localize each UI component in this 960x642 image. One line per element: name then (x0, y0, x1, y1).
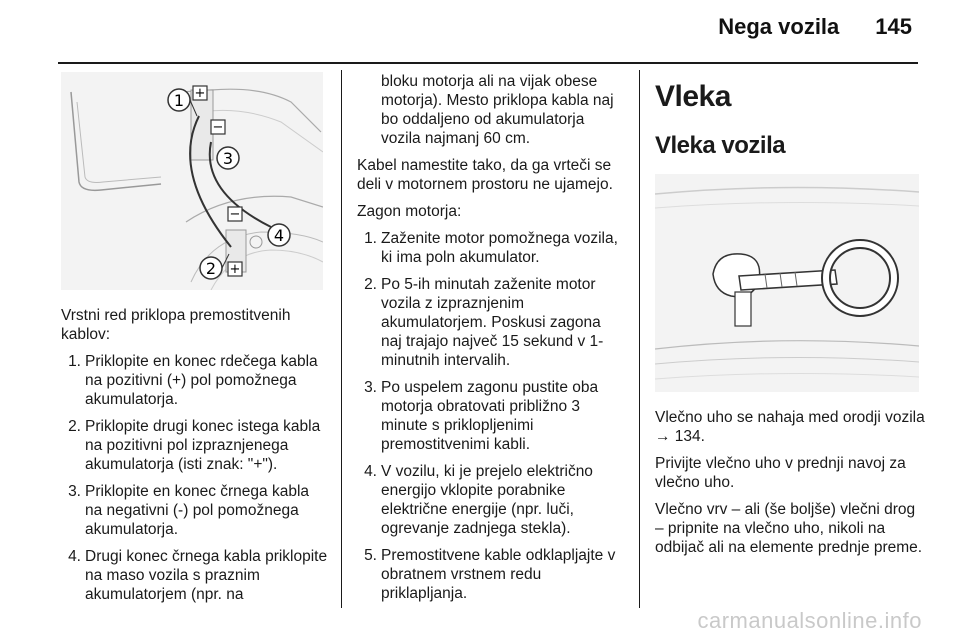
list-item: 4. V vozilu, ki je prejelo električno energijo vklopite porabnike električne energije (npr. luči, ogrevanje zadnjega stekla). (364, 463, 593, 537)
column-divider-2 (639, 70, 640, 608)
column-divider-1 (341, 70, 342, 608)
column-3 (655, 72, 927, 565)
terminal-plus-top: + (194, 86, 206, 101)
callout-2: 2 (205, 259, 217, 278)
jump-intro: Vrstni red priklopa premostitvenih kablov: (61, 307, 291, 343)
list-item: 2. Po 5-ih minutah zaženite motor vozila z izpraznjenim akumulatorjem. Poskusi zagona naj trajajo največ 15 sekund v 1-minutnih intervalih. (364, 276, 604, 369)
towing-paragraph-2: Privijte vlečno uho v prednji navoj za vlečno uho. (655, 455, 906, 491)
column-1 (61, 72, 329, 612)
terminal-plus-bottom: + (229, 262, 241, 277)
continuation-text: bloku motorja ali na vijak obese motorja). Mesto priklopa kabla naj bo oddaljeno od akumulatorja vozila najmanj 60 cm. (381, 73, 614, 147)
subsection-heading: Vleka vozila (655, 132, 786, 159)
jump-start-illustration (61, 72, 323, 290)
towing-paragraph-1: Vlečno uho se nahaja med orodji vozila → 134. (655, 409, 925, 445)
terminal-minus-bottom: − (229, 207, 241, 222)
callout-4: 4 (273, 226, 285, 245)
towing-paragraph-3: Vlečno vrv – ali (še boljše) vlečni drog – pripnite na vlečno uho, nikoli na odbijač ali na elemente prednje preme. (655, 501, 923, 556)
towing-eye-illustration (655, 174, 919, 392)
list-item: 1. Zaženite motor pomožnega vozila, ki ima poln akumulator. (364, 230, 618, 266)
section-heading: Vleka (655, 80, 731, 113)
column-2 (357, 72, 625, 611)
watermark: carmanualsonline.info (697, 608, 922, 633)
callout-3: 3 (222, 149, 234, 168)
list-item: 3. Priklopite en konec črnega kabla na negativni (-) pol pomožnega akumulatorja. (68, 483, 310, 538)
page-header (718, 14, 912, 50)
cable-routing-paragraph: Kabel namestite tako, da ga vrteči se deli v motornem prostoru ne ujamejo. (357, 157, 613, 193)
start-steps (357, 229, 625, 603)
list-item: 2. Priklopite drugi konec istega kabla na pozitivni pol izpraznjenega akumulatorja (isti znak: "+"). (68, 418, 321, 473)
list-item: 3. Po uspelem zagonu pustite oba motorja obratovati približno 3 minute s priklopljenimi premostitvenimi kabli. (364, 379, 599, 453)
connection-steps (61, 352, 329, 604)
header-rule (58, 62, 918, 64)
engine-start-label: Zagon motorja: (357, 203, 462, 220)
section-title: Nega vozila (718, 14, 840, 39)
list-item: 5. Premostitvene kable odklapljajte v obratnem vrstnem redu priklapljanja. (364, 547, 616, 602)
callout-1: 1 (173, 91, 185, 110)
terminal-minus-top: − (212, 120, 224, 135)
list-item: 1. Priklopite en konec rdečega kabla na pozitivni (+) pol pomožnega akumulatorja. (68, 353, 318, 408)
page-number: 145 (875, 14, 912, 39)
list-item: 4. Drugi konec črnega kabla priklopite na maso vozila s praznim akumulatorjem (npr. na (68, 548, 328, 603)
